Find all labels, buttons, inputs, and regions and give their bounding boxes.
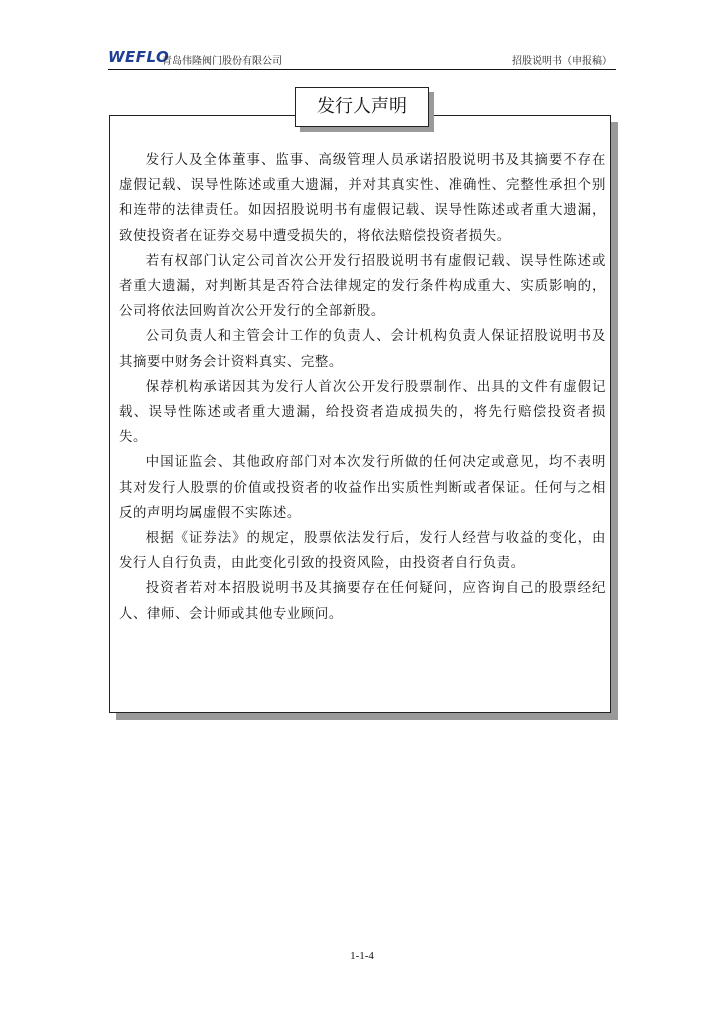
page-header <box>108 48 616 70</box>
document-title: 招股说明书（申报稿） <box>512 56 612 67</box>
declaration-paragraph: 发行人及全体董事、监事、高级管理人员承诺招股说明书及其摘要不存在虚假记载、误导性陈述或重大遗漏，并对其真实性、准确性、完整性承担个别和连带的法律责任。如因招股说明书有虚假记载、误导性陈述或者重大遗漏，致使投资者在证券交易中遭受损失的，将依法赔偿投资者损失。 <box>119 153 606 244</box>
page-number: 1-1-4 <box>350 950 374 962</box>
declaration-paragraph: 根据《证券法》的规定，股票依法发行后，发行人经营与收益的变化，由发行人自行负责，由此变化引致的投资风险，由投资者自行负责。 <box>119 531 606 572</box>
declaration-paragraph: 保荐机构承诺因其为发行人首次公开发行股票制作、出具的文件有虚假记载、误导性陈述或者重大遗漏，给投资者造成损失的，将先行赔偿投资者损失。 <box>119 379 606 446</box>
declaration-paragraph: 公司负责人和主管会计工作的负责人、会计机构负责人保证招股说明书及其摘要中财务会计资料真实、完整。 <box>119 329 606 370</box>
declaration-paragraph: 中国证监会、其他政府部门对本次发行所做的任何决定或意见，均不表明其对发行人股票的价值或投资者的收益作出实质性判断或者保证。任何与之相反的声明均属虚假不实陈述。 <box>119 455 606 521</box>
declaration-body <box>119 148 606 627</box>
header-rule <box>108 69 616 70</box>
weflo-logo: WEFLO <box>108 48 170 66</box>
declaration-title: 发行人声明 <box>295 87 429 127</box>
declaration-paragraph: 若有权部门认定公司首次公开发行招股说明书有虚假记载、误导性陈述或者重大遗漏，对判断其是否符合法律规定的发行条件构成重大、实质影响的，公司将依法回购首次公开发行的全部新股。 <box>119 253 606 320</box>
company-name: 青岛伟隆阀门股份有限公司 <box>162 56 282 67</box>
declaration-paragraph: 投资者若对本招股说明书及其摘要存在任何疑问，应咨询自己的股票经纪人、律师、会计师或其他专业顾问。 <box>119 581 606 622</box>
